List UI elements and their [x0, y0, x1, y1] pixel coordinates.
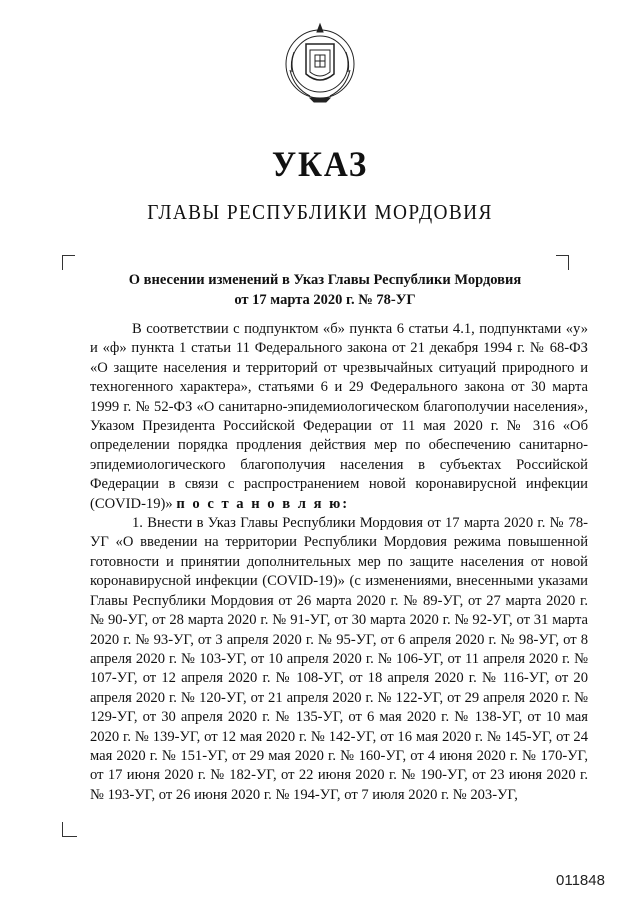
coat-of-arms-icon — [280, 22, 360, 104]
corner-mark-top-left — [62, 255, 75, 270]
item-1-paragraph: 1. Внести в Указ Главы Республики Мордовия от 17 марта 2020 г. № 78-УГ «О введении на территории Республики Мордовия режима повышенной готовности и принятии дополнительных мер по защите населения от новой коронавирусной инфекции (COVID-19)» (с изменениями, внесенными указами Главы Республики Мордовия от 26 марта 2020 г. № 89-УГ, от 27 марта 2020 г. № 90-УГ, от 28 марта 2020 г. № 91-УГ, от 30 марта 2020 г. № 92-УГ, от 31 марта 2020 г. № 93-УГ, от 3 апреля 2020 г. № 95-УГ, от 6 апреля 2020 г. № 98-УГ, от 8 апреля 2020 г. № 103-УГ, от 10 апреля 2020 г. № 106-УГ, от 11 апреля 2020 г. № 107-УГ, от 12 апреля 2020 г. № 108-УГ, от 18 апреля 2020 г. № 116-УГ, от 20 апреля 2020 г. № 120-УГ, от 21 апреля 2020 г. № 122-УГ, от 29 апреля 2020 г. № 129-УГ, от 30 апреля 2020 г. № 135-УГ, от 6 мая 2020 г. № 138-УГ, от 10 мая 2020 г. № 139-УГ, от 12 мая 2020 г. № 142-УГ, от 16 мая 2020 г. № 145-УГ, от 24 мая 2020 г. № 151-УГ, от 29 мая 2020 г. № 160-УГ, от 4 июня 2020 г. № 170-УГ, от 17 июня 2020 г. № 182-УГ, от 22 июня 2020 г. № 190-УГ, от 23 июня 2020 г. № 193-УГ, от 26 июня 2020 г. № 194-УГ, от 7 июля 2020 г. № 203-УГ, — [90, 515, 588, 803]
decree-body — [90, 320, 588, 805]
preamble-text: В соответствии с подпунктом «б» пункта 6 статьи 4.1, подпунктами «у» и «ф» пункта 1 статьи 11 Федерального закона от 21 декабря 1994 г. № 68-ФЗ «О защите населения и территорий от чрезвычайных ситуаций природного и техногенного характера», статьями 6 и 29 Федерального закона от 30 марта 1999 г. № 52-ФЗ «О санитарно-эпидемиологическом благополучии населения», Указом Президента Российской Федерации от 11 мая 2020 г. № 316 «Об определении порядка продления действия мер по обеспечению санитарно-эпидемиологического благополучия населения в субъектах Российской Федерации в связи с распространением новой коронавирусной инфекции (COVID-19)» — [90, 321, 588, 512]
document-title: УКАЗ — [271, 144, 369, 184]
decree-heading — [100, 270, 550, 310]
heading-line-2: от 17 марта 2020 г. № 78-УГ — [234, 292, 416, 308]
corner-mark-top-right — [556, 255, 569, 270]
decree-word: п о с т а н о в л я ю: — [176, 495, 350, 512]
document-subtitle: ГЛАВЫ РЕСПУБЛИКИ МОРДОВИЯ — [147, 200, 493, 224]
serial-number: 011848 — [556, 872, 605, 889]
preamble-paragraph — [90, 320, 588, 514]
heading-line-1: О внесении изменений в Указ Главы Республики Мордовия — [128, 272, 522, 288]
corner-mark-bottom-left — [62, 822, 77, 837]
